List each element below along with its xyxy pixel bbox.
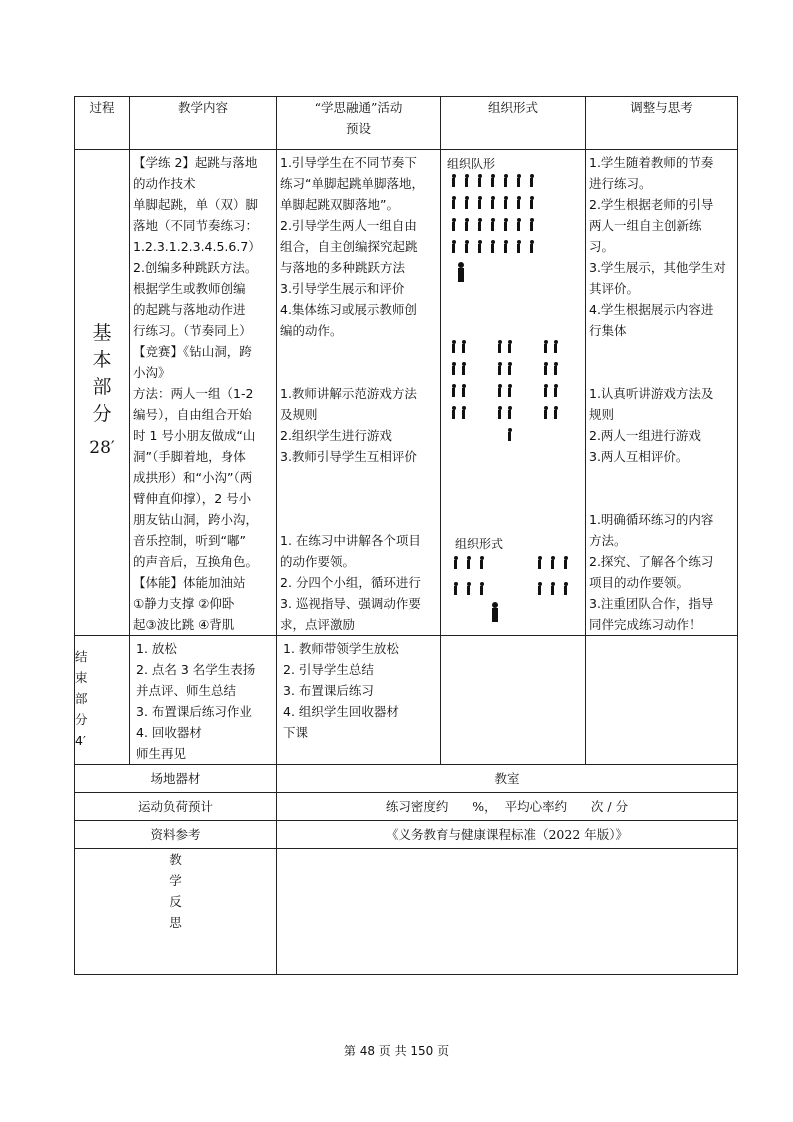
reference-label: 资料参考 bbox=[75, 821, 277, 849]
student-figure-icon bbox=[477, 582, 486, 595]
text-line: 2.学生根据老师的引导 bbox=[589, 197, 714, 212]
text-line bbox=[589, 488, 735, 509]
ending-activity-cell bbox=[277, 636, 441, 765]
text-line: 3. 布置课后练习作业 bbox=[136, 704, 252, 719]
student-figure-icon bbox=[514, 196, 523, 209]
text-line: 起③波比跳 ④背肌 bbox=[133, 617, 235, 632]
student-figure-icon bbox=[514, 240, 523, 253]
student-figure-icon bbox=[505, 428, 514, 441]
student-figure-icon bbox=[551, 384, 560, 397]
student-figure-icon bbox=[451, 556, 460, 569]
student-figure-icon bbox=[495, 362, 504, 375]
header-reflection: 调整与思考 bbox=[586, 97, 738, 150]
header-activity: “学思融通”活动 预设 bbox=[277, 97, 441, 150]
text-line: 结 bbox=[75, 649, 88, 664]
student-figure-icon bbox=[535, 556, 544, 569]
text-line: 及规则 bbox=[280, 407, 318, 422]
text-line: 音乐控制，听到“嘟” bbox=[133, 533, 246, 548]
basic-process-cell bbox=[75, 150, 130, 636]
student-figure-icon bbox=[495, 406, 504, 419]
student-figure-icon bbox=[561, 556, 570, 569]
text-line bbox=[280, 488, 438, 509]
student-figure-icon bbox=[488, 240, 497, 253]
text-line: 【体能】体能加油站 bbox=[133, 575, 246, 590]
text-line: 编的动作。 bbox=[280, 323, 343, 338]
student-figure-icon bbox=[541, 362, 550, 375]
load-row bbox=[75, 793, 738, 821]
venue-label: 场地器材 bbox=[75, 765, 277, 793]
text-line: 4.学生根据展示内容进 bbox=[589, 302, 714, 317]
header-process: 过程 bbox=[75, 97, 130, 150]
text-line: 4.集体练习或展示教师创 bbox=[280, 302, 417, 317]
text-line: 2. 分四个小组，循环进行 bbox=[280, 575, 421, 590]
student-figure-icon bbox=[475, 218, 484, 231]
text-line: 根据学生或教师创编 bbox=[133, 281, 246, 296]
student-figure-icon bbox=[541, 340, 550, 353]
basic-activity-cell bbox=[277, 150, 441, 636]
text-line: 2.探究、了解各个练习 bbox=[589, 554, 714, 569]
text-line bbox=[589, 467, 735, 488]
student-figure-icon bbox=[527, 174, 536, 187]
student-figure-icon bbox=[488, 218, 497, 231]
text-line: 师生再见 bbox=[136, 746, 187, 761]
reflect-char: 反 bbox=[169, 894, 182, 909]
student-figure-icon bbox=[475, 196, 484, 209]
basic-section-row bbox=[75, 150, 738, 636]
student-figure-icon bbox=[449, 384, 458, 397]
text-line: 洞”（手脚着地，身体 bbox=[133, 449, 246, 464]
student-figure-icon bbox=[527, 218, 536, 231]
reflect-row bbox=[75, 849, 738, 975]
ending-process-cell bbox=[75, 636, 130, 765]
page-footer: 第 48 页 共 150 页 bbox=[343, 1044, 450, 1058]
text-line: 朋友钻山洞，跨小沟， bbox=[133, 512, 259, 527]
text-line: 1.学生随着教师的节奏 bbox=[589, 155, 714, 170]
student-figure-icon bbox=[462, 174, 471, 187]
lesson-plan-table bbox=[74, 96, 738, 975]
text-line: 【学练 2】起跳与落地 bbox=[133, 155, 258, 170]
text-line bbox=[280, 467, 438, 488]
header-row bbox=[75, 97, 738, 150]
text-line: 3.两人互相评价。 bbox=[589, 449, 689, 464]
text-line: 与落地的多种跳跃方法 bbox=[280, 260, 406, 275]
text-line bbox=[589, 362, 735, 383]
student-figure-icon bbox=[551, 406, 560, 419]
student-figure-icon bbox=[527, 196, 536, 209]
text-line: 规则 bbox=[589, 407, 615, 422]
reference-value: 《义务教育与健康课程标准（2022 年版）》 bbox=[277, 821, 738, 849]
student-figure-icon bbox=[501, 174, 510, 187]
student-figure-icon bbox=[501, 240, 510, 253]
process-char: 部 bbox=[92, 376, 112, 398]
venue-row bbox=[75, 765, 738, 793]
text-line: 练习“单脚起跳单脚落地， bbox=[280, 176, 424, 191]
student-figure-icon bbox=[551, 340, 560, 353]
student-figure-icon bbox=[449, 240, 458, 253]
header-organization: 组织形式 bbox=[441, 97, 586, 150]
text-line: 3. 布置课后练习 bbox=[283, 683, 374, 698]
ending-content-cell bbox=[130, 636, 277, 765]
text-line: 求，点评激励 bbox=[280, 617, 356, 632]
text-line: 4. 回收器材 bbox=[136, 725, 202, 740]
basic-reflection-cell bbox=[586, 150, 738, 636]
student-figure-icon bbox=[464, 556, 473, 569]
text-line: 3.注重团队合作，指导 bbox=[589, 596, 714, 611]
student-figure-icon bbox=[449, 196, 458, 209]
student-figure-icon bbox=[464, 582, 473, 595]
text-line: 单脚起跳双脚落地”。 bbox=[280, 197, 399, 212]
student-figure-icon bbox=[501, 218, 510, 231]
text-line: 行集体 bbox=[589, 323, 627, 338]
student-figure-icon bbox=[449, 362, 458, 375]
text-line: 2. 引导学生总结 bbox=[283, 662, 374, 677]
student-figure-icon bbox=[495, 384, 504, 397]
student-figure-icon bbox=[527, 240, 536, 253]
reflect-content-cell bbox=[277, 849, 738, 975]
reflect-char: 学 bbox=[169, 873, 182, 888]
student-figure-icon bbox=[459, 384, 468, 397]
student-figure-icon bbox=[551, 362, 560, 375]
text-line: 并点评、师生总结 bbox=[136, 683, 237, 698]
student-figure-icon bbox=[541, 406, 550, 419]
formation-label-2: 组织形式 bbox=[455, 537, 504, 551]
student-figure-icon bbox=[462, 218, 471, 231]
student-figure-icon bbox=[548, 556, 557, 569]
text-line: 项目的动作要领。 bbox=[589, 575, 690, 590]
load-label: 运动负荷预计 bbox=[75, 793, 277, 821]
text-line: 同伴完成练习动作！ bbox=[589, 617, 702, 632]
reflect-char: 教 bbox=[169, 852, 182, 867]
student-figure-icon bbox=[449, 406, 458, 419]
text-line: 编号），自由组合开始 bbox=[133, 407, 252, 422]
text-line: 2.两人一组进行游戏 bbox=[589, 428, 701, 443]
text-line bbox=[280, 509, 438, 530]
text-line: 的起跳与落地动作进 bbox=[133, 302, 246, 317]
teacher-figure-icon bbox=[455, 262, 467, 282]
basic-content-cell bbox=[130, 150, 277, 636]
header-content: 教学内容 bbox=[130, 97, 277, 150]
organization-diagram bbox=[441, 150, 585, 628]
basic-time: 28′ bbox=[89, 438, 115, 458]
process-char: 本 bbox=[92, 349, 112, 371]
text-line: 两人一组自主创新练 bbox=[589, 218, 702, 233]
text-line: 部 bbox=[75, 691, 88, 706]
text-line: 组合，自主创编探究起跳 bbox=[280, 239, 418, 254]
student-figure-icon bbox=[535, 582, 544, 595]
text-line: 1.2.3.1.2.3.4.5.6.7） bbox=[133, 239, 261, 254]
student-figure-icon bbox=[514, 218, 523, 231]
text-line: 成拱形）和“小沟”（两 bbox=[133, 470, 253, 485]
student-figure-icon bbox=[488, 196, 497, 209]
student-figure-icon bbox=[451, 582, 460, 595]
text-line: 的动作要领。 bbox=[280, 554, 356, 569]
text-line: 2.组织学生进行游戏 bbox=[280, 428, 392, 443]
text-line: 1.引导学生在不同节奏下 bbox=[280, 155, 417, 170]
text-line: 方法：两人一组（1-2 bbox=[133, 386, 254, 401]
student-figure-icon bbox=[561, 582, 570, 595]
text-line bbox=[280, 362, 438, 383]
student-figure-icon bbox=[501, 196, 510, 209]
student-figure-icon bbox=[459, 340, 468, 353]
student-figure-icon bbox=[548, 582, 557, 595]
text-line: 1. 教师带领学生放松 bbox=[283, 641, 399, 656]
text-line: 2. 点名 3 名学生表扬 bbox=[136, 662, 256, 677]
ending-organization-cell bbox=[441, 636, 586, 765]
text-line: 分 bbox=[75, 712, 88, 727]
ending-reflection-cell bbox=[586, 636, 738, 765]
student-figure-icon bbox=[514, 174, 523, 187]
student-figure-icon bbox=[459, 406, 468, 419]
student-figure-icon bbox=[488, 174, 497, 187]
student-figure-icon bbox=[475, 240, 484, 253]
text-line: 的声音后，互换角色。 bbox=[133, 554, 259, 569]
reference-row bbox=[75, 821, 738, 849]
text-line: 1. 放松 bbox=[136, 641, 177, 656]
basic-organization-cell bbox=[441, 150, 586, 636]
student-figure-icon bbox=[505, 362, 514, 375]
venue-value: 教室 bbox=[277, 765, 738, 793]
formation-label: 组织队形 bbox=[447, 157, 496, 171]
student-figure-icon bbox=[462, 196, 471, 209]
text-line: 方法。 bbox=[589, 533, 627, 548]
text-line: 进行练习。 bbox=[589, 176, 652, 191]
process-char: 分 bbox=[92, 403, 112, 425]
student-figure-icon bbox=[505, 384, 514, 397]
text-line: 落地（不同节奏练习： bbox=[133, 218, 259, 233]
student-figure-icon bbox=[495, 340, 504, 353]
text-line: 2.创编多种跳跃方法。 bbox=[133, 260, 258, 275]
text-line: 1.认真听讲游戏方法及 bbox=[589, 386, 714, 401]
ending-section-row bbox=[75, 636, 738, 765]
text-line: 行练习。（节奏同上） bbox=[133, 323, 252, 338]
student-figure-icon bbox=[505, 340, 514, 353]
text-line: ①静力支撑 ②仰卧 bbox=[133, 596, 235, 611]
teacher-figure-icon bbox=[489, 602, 501, 622]
text-line bbox=[589, 341, 735, 362]
text-line: 4′ bbox=[75, 733, 86, 748]
student-figure-icon bbox=[459, 362, 468, 375]
text-line bbox=[280, 341, 438, 362]
text-line: 单脚起跳，单（双）脚 bbox=[133, 197, 259, 212]
text-line: 1. 在练习中讲解各个项目 bbox=[280, 533, 421, 548]
student-figure-icon bbox=[541, 384, 550, 397]
text-line: 3.教师引导学生互相评价 bbox=[280, 449, 417, 464]
text-line: 1.教师讲解示范游戏方法 bbox=[280, 386, 417, 401]
text-line: 臂伸直仰撑），2 号小 bbox=[133, 491, 252, 506]
text-line: 4. 组织学生回收器材 bbox=[283, 704, 399, 719]
student-figure-icon bbox=[462, 240, 471, 253]
load-value: 练习密度约 %， 平均心率约 次 / 分 bbox=[277, 793, 738, 821]
text-line: 束 bbox=[75, 670, 88, 685]
text-line: 习。 bbox=[589, 239, 615, 254]
text-line: 2.引导学生两人一组自由 bbox=[280, 218, 417, 233]
text-line: 小沟》 bbox=[133, 365, 171, 380]
text-line: 3.引导学生展示和评价 bbox=[280, 281, 405, 296]
text-line: 【竞赛】《钻山洞，跨 bbox=[133, 344, 252, 359]
text-line: 1.明确循环练习的内容 bbox=[589, 512, 714, 527]
text-line: 下课 bbox=[283, 725, 309, 740]
reflect-label-cell bbox=[75, 849, 277, 975]
student-figure-icon bbox=[449, 340, 458, 353]
text-line: 的动作技术 bbox=[133, 176, 196, 191]
process-char: 基 bbox=[92, 322, 112, 344]
text-line: 时 1 号小朋友做成“山 bbox=[133, 428, 256, 443]
student-figure-icon bbox=[449, 218, 458, 231]
student-figure-icon bbox=[449, 174, 458, 187]
student-figure-icon bbox=[477, 556, 486, 569]
text-line: 3.学生展示，其他学生对 bbox=[589, 260, 726, 275]
text-line: 3. 巡视指导、强调动作要 bbox=[280, 596, 421, 611]
text-line: 其评价。 bbox=[589, 281, 640, 296]
student-figure-icon bbox=[505, 406, 514, 419]
student-figure-icon bbox=[475, 174, 484, 187]
reflect-char: 思 bbox=[169, 915, 182, 930]
